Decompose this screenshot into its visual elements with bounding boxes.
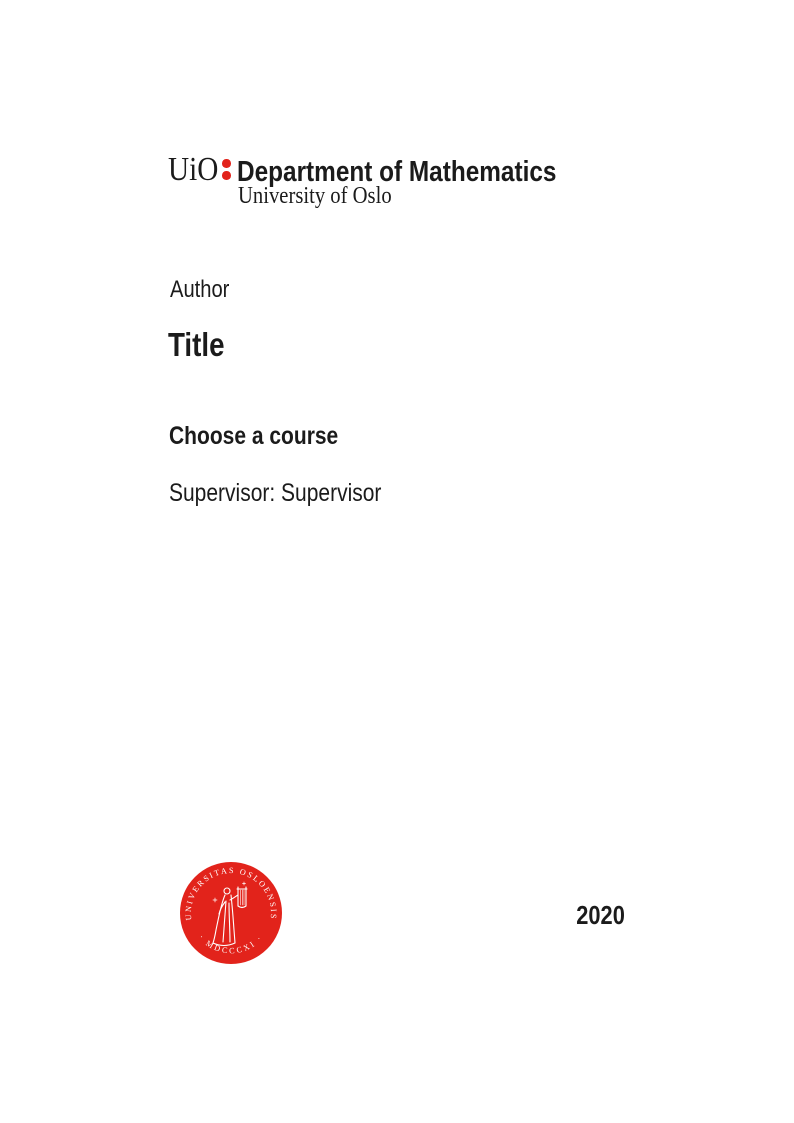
seal-bottom-text: · MDCCCXI · [197,932,265,956]
university-seal [176,858,286,968]
colon-dot-bottom [222,171,231,180]
supervisor-text: Supervisor: Supervisor [169,479,382,507]
year-text: 2020 [576,900,625,930]
course-text: Choose a course [169,422,339,450]
title-text: Title [168,326,225,363]
logo-department-label: Department of Mathematics [237,156,557,188]
logo-university-label: University of Oslo [238,183,392,209]
uio-wordmark: UiO [168,151,219,188]
colon-dot-top [222,159,231,168]
author-text: Author [170,276,230,303]
seal-top-text: UNIVERSITAS OSLOENSIS [183,865,279,921]
uio-colon-icon [222,159,231,180]
